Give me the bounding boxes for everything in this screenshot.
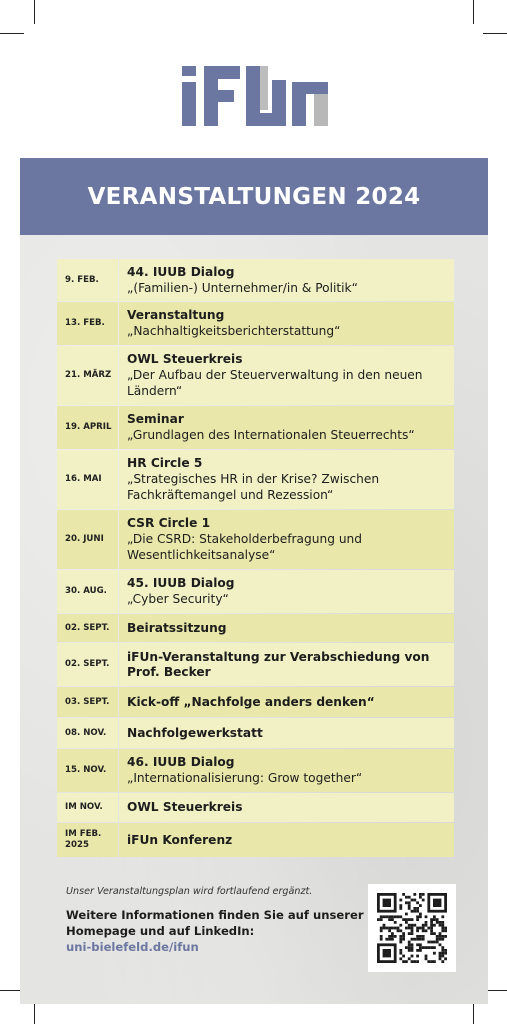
event-description: „Die CSRD: Stakeholderbefragung und Wesentlichkeitsanalyse“ (127, 532, 363, 562)
event-title: HR Circle 5 (127, 456, 203, 470)
event-row (57, 749, 454, 792)
event-date: 9. FEB. (57, 259, 118, 301)
event-date: 13. FEB. (57, 302, 118, 345)
event-description: „Strategisches HR in der Krise? Zwischen Fachkräftemangel und Rezession“ (127, 472, 380, 502)
event-description: „Cyber Security“ (127, 592, 229, 606)
footer (66, 886, 366, 955)
event-date: 30. AUG. (57, 570, 118, 613)
event-row (57, 450, 454, 509)
event-title: Kick-off „Nachfolge anders denken“ (127, 694, 375, 709)
event-info (119, 570, 454, 613)
event-date: 02. SEPT. (57, 643, 118, 686)
event-row (57, 687, 454, 717)
event-description: „Grundlagen des Internationalen Steuerrechts“ (127, 428, 415, 442)
event-date: 15. NOV. (57, 749, 118, 792)
event-row (57, 302, 454, 345)
event-date: 21. MÄRZ (57, 346, 118, 405)
event-title: Seminar (127, 412, 184, 426)
banner (20, 158, 488, 235)
crop-mark (473, 0, 474, 24)
event-date: 08. NOV. (57, 718, 118, 748)
event-info (119, 823, 454, 857)
event-date: 19. APRIL (57, 406, 118, 449)
event-date: IM FEB. 2025 (57, 823, 118, 857)
event-title: OWL Steuerkreis (127, 352, 243, 366)
website-link[interactable]: uni-bielefeld.de/ifun (66, 940, 199, 954)
event-info (119, 450, 454, 509)
event-row (57, 823, 454, 857)
event-row (57, 614, 454, 642)
event-title: CSR Circle 1 (127, 516, 211, 530)
event-info (119, 510, 454, 569)
event-date: 16. MAI (57, 450, 118, 509)
event-title: Beiratssitzung (127, 620, 227, 635)
event-info (119, 749, 454, 792)
event-info (119, 643, 454, 686)
event-title: iFUn Konferenz (127, 832, 233, 847)
event-row (57, 643, 454, 686)
event-card (20, 158, 488, 1004)
event-date: 02. SEPT. (57, 614, 118, 642)
event-info (119, 614, 454, 642)
event-title: Nachfolgewerkstatt (127, 725, 263, 740)
event-info (119, 346, 454, 405)
event-row (57, 406, 454, 449)
banner-title: VERANSTALTUNGEN 2024 (87, 183, 421, 210)
event-title: 46. IUUB Dialog (127, 755, 235, 769)
crop-mark (0, 33, 24, 34)
event-info (119, 793, 454, 822)
event-row (57, 793, 454, 822)
event-info (119, 302, 454, 345)
event-row (57, 346, 454, 405)
footnote: Unser Veranstaltungsplan wird fortlaufend ergänzt. (66, 886, 313, 897)
event-description: „Der Aufbau der Steuerverwaltung in den neuen Ländern“ (127, 368, 423, 398)
event-title: Veranstaltung (127, 308, 225, 322)
event-title: 44. IUUB Dialog (127, 264, 235, 279)
crop-mark (483, 33, 507, 34)
event-row (57, 259, 454, 301)
event-description: „(Familien-) Unternehmer/in & Politik“ (127, 280, 358, 295)
ifun-logo (180, 66, 330, 128)
event-info (119, 406, 454, 449)
event-description: „Nachhaltigkeitsberichterstattung“ (127, 324, 341, 338)
event-list (57, 259, 454, 858)
event-date: 20. JUNI (57, 510, 118, 569)
qr-code-icon[interactable] (368, 884, 456, 972)
event-info (119, 718, 454, 748)
more-info-text: Weitere Informationen finden Sie auf unserer Homepage und auf LinkedIn: (66, 908, 364, 938)
event-date: 03. SEPT. (57, 687, 118, 717)
event-title: iFUn-Veranstaltung zur Verabschiedung von Prof. Becker (127, 649, 430, 679)
event-info (119, 259, 454, 301)
event-description: „Internationalisierung: Grow together“ (127, 771, 363, 785)
crop-mark (34, 0, 35, 24)
event-row (57, 718, 454, 748)
event-row (57, 510, 454, 569)
event-info (119, 687, 454, 717)
event-date: IM NOV. (57, 793, 118, 822)
event-title: 45. IUUB Dialog (127, 576, 235, 590)
event-row (57, 570, 454, 613)
event-title: OWL Steuerkreis (127, 800, 243, 814)
